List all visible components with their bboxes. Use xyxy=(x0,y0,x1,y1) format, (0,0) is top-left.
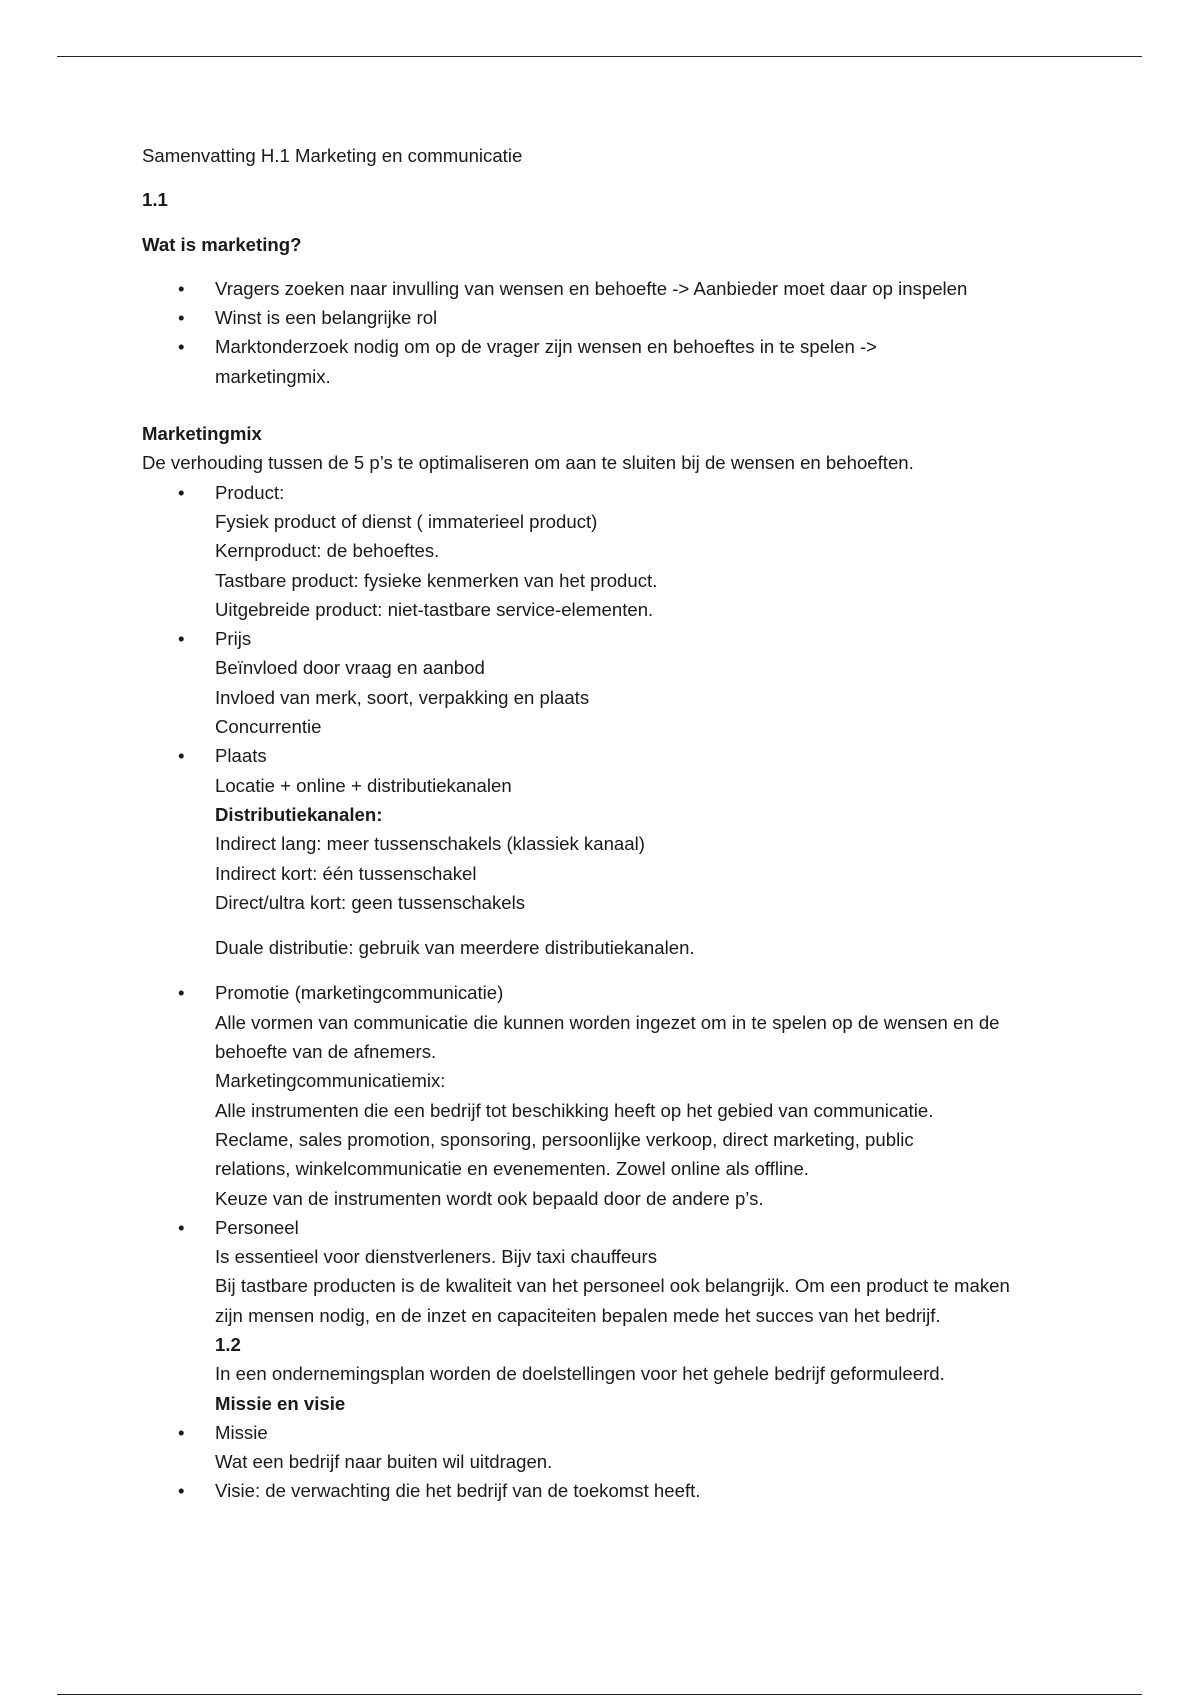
personeel-line: Is essentieel voor dienstverleners. Bijv taxi chauffeurs xyxy=(215,1246,657,1268)
product-label: Product: xyxy=(215,481,285,503)
list-item-visie xyxy=(178,1476,1062,1505)
promotie-line: Marketingcommunicatiemix: xyxy=(215,1070,446,1092)
bullet-icon: • xyxy=(178,307,185,329)
document-title: Samenvatting H.1 Marketing en communicatie xyxy=(142,145,523,166)
list-item-prijs xyxy=(178,624,1062,741)
list-item-personeel xyxy=(178,1213,1062,1418)
section-number-1-1: 1.1 xyxy=(142,189,168,211)
section-number-1-2: 1.2 xyxy=(215,1333,241,1355)
visie-label: Visie: de verwachting die het bedrijf van de toekomst heeft. xyxy=(215,1480,701,1502)
distributiekanalen-heading: Distributiekanalen: xyxy=(215,803,383,825)
plaats-line: Direct/ultra kort: geen tussenschakels xyxy=(215,891,526,913)
missie-label: Missie xyxy=(215,1421,268,1443)
ondernemingsplan-text: In een ondernemingsplan worden de doelstellingen voor het gehele bedrijf geformuleerd. xyxy=(215,1363,945,1385)
top-rule xyxy=(57,56,1142,57)
prijs-line: Beïnvloed door vraag en aanbod xyxy=(215,657,485,679)
list-item-text: Marktonderzoek nodig om op de vrager zijn wensen en behoeftes in te spelen -> marketingmix. xyxy=(215,336,878,387)
duale-distributie: Duale distributie: gebruik van meerdere distributiekanalen. xyxy=(215,937,695,959)
bullet-icon: • xyxy=(178,745,185,767)
marketingmix-intro: De verhouding tussen de 5 p’s te optimaliseren om aan te sluiten bij de wensen en behoeften. xyxy=(142,452,914,474)
promotie-line: Alle instrumenten die een bedrijf tot beschikking heeft op het gebied van communicatie. xyxy=(215,1099,934,1121)
product-line: Uitgebreide product: niet-tastbare service-elementen. xyxy=(215,598,654,620)
bullet-icon: • xyxy=(178,277,185,299)
promotie-line: Reclame, sales promotion, sponsoring, persoonlijke verkoop, direct marketing, public relations, winkelcommunicatie en evenementen. Zowel online als offline. xyxy=(215,1128,914,1180)
heading-marketingmix: Marketingmix xyxy=(142,423,262,445)
bullet-icon: • xyxy=(178,336,185,358)
bullet-icon: • xyxy=(178,1421,185,1443)
bullet-icon: • xyxy=(178,481,185,503)
product-line: Kernproduct: de behoeftes. xyxy=(215,540,440,562)
product-line: Tastbare product: fysieke kenmerken van het product. xyxy=(215,569,658,591)
marketing-bullet-list xyxy=(142,274,1062,391)
list-item-missie xyxy=(178,1418,1062,1477)
product-line: Fysiek product of dienst ( immaterieel product) xyxy=(215,510,598,532)
document-body xyxy=(142,141,1062,1506)
list-item-text: Winst is een belangrijke rol xyxy=(215,307,438,329)
list-item-promotie xyxy=(178,978,1062,1212)
list-item-text: Vragers zoeken naar invulling van wensen en behoefte -> Aanbieder moet daar op inspelen xyxy=(215,277,968,299)
plaats-line: Indirect lang: meer tussenschakels (klassiek kanaal) xyxy=(215,833,645,855)
missie-line: Wat een bedrijf naar buiten wil uitdragen. xyxy=(215,1451,553,1473)
promotie-line: Alle vormen van communicatie die kunnen worden ingezet om in te spelen op de wensen en de behoefte van de afnemers. xyxy=(215,1011,1000,1063)
bottom-rule xyxy=(57,1694,1142,1695)
missie-visie-heading: Missie en visie xyxy=(215,1392,346,1414)
list-item-product xyxy=(178,478,1062,624)
personeel-label: Personeel xyxy=(215,1216,299,1238)
bullet-icon: • xyxy=(178,982,185,1004)
bullet-icon: • xyxy=(178,628,185,650)
bullet-icon: • xyxy=(178,1216,185,1238)
personeel-line: Bij tastbare producten is de kwaliteit van het personeel ook belangrijk. Om een product te maken zijn mensen nodig, en de inzet en capaciteiten bepalen mede het succes van het bedrijf. xyxy=(215,1275,1010,1326)
plaats-line: Indirect kort: één tussenschakel xyxy=(215,862,477,884)
prijs-line: Invloed van merk, soort, verpakking en plaats xyxy=(215,686,590,708)
list-item-plaats xyxy=(178,741,1062,962)
bullet-icon: • xyxy=(178,1480,185,1502)
promotie-line: Keuze van de instrumenten wordt ook bepaald door de andere p’s. xyxy=(215,1187,764,1209)
prijs-label: Prijs xyxy=(215,628,252,650)
list-item xyxy=(178,303,1062,332)
list-item xyxy=(178,274,1062,303)
plaats-label: Plaats xyxy=(215,745,267,767)
prijs-line: Concurrentie xyxy=(215,716,322,738)
promotie-label: Promotie (marketingcommunicatie) xyxy=(215,982,504,1004)
marketingmix-list xyxy=(142,478,1062,1506)
heading-wat-is-marketing: Wat is marketing? xyxy=(142,233,302,255)
list-item xyxy=(178,332,1062,391)
plaats-line: Locatie + online + distributiekanalen xyxy=(215,774,512,796)
